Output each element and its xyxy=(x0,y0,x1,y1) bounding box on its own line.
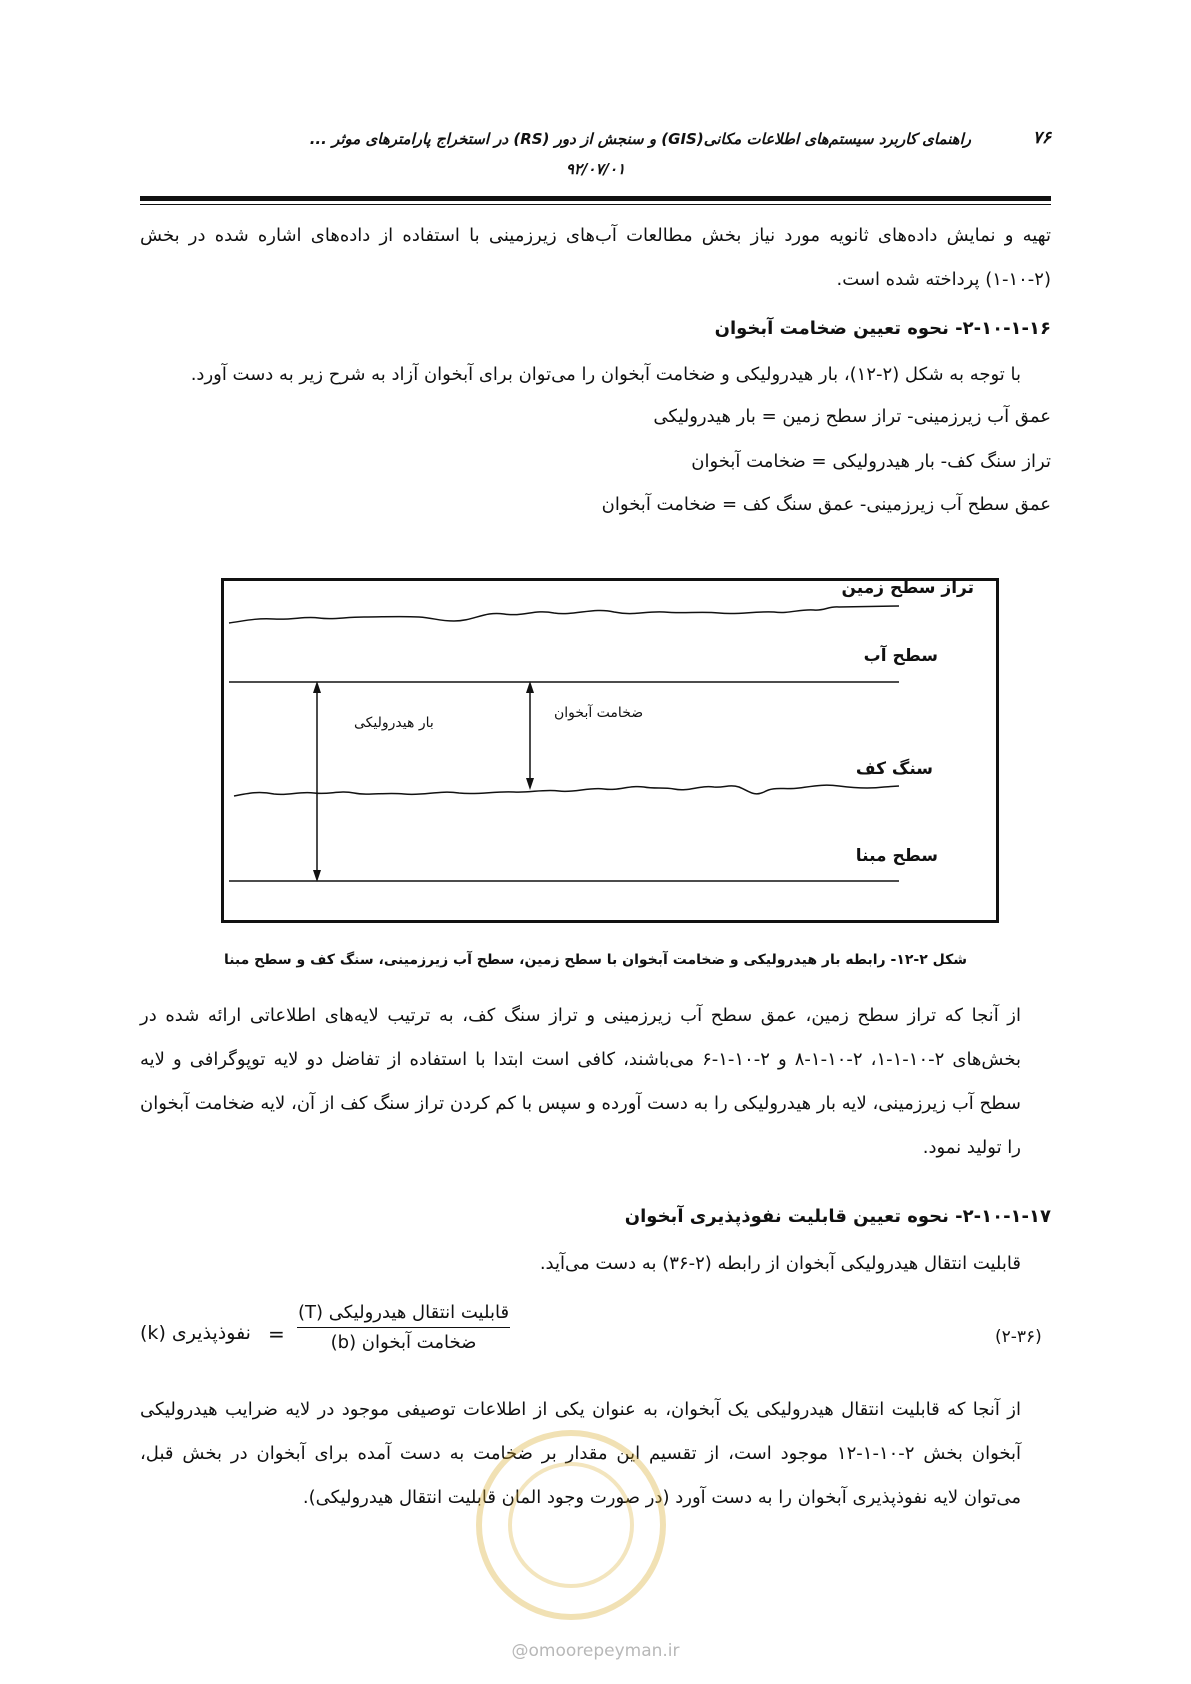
label-bedrock: سنگ کف xyxy=(855,759,933,779)
label-datum: سطح مبنا xyxy=(855,846,938,866)
label-ground-surface: تراز سطح زمین xyxy=(841,578,974,598)
section-16-heading: ۲-۱۰-۱-۱۶- نحوه تعیین ضخامت آبخوان xyxy=(714,318,1051,339)
formula-equals: = xyxy=(268,1322,285,1346)
label-water-table: سطح آب xyxy=(863,646,938,666)
watermark-seal xyxy=(476,1430,666,1620)
hydraulic-head-arrow-top xyxy=(313,681,321,693)
label-hydraulic-head: بار هیدرولیکی xyxy=(354,715,434,731)
paragraph-layers: از آنجا که تراز سطح زمین، عمق سطح آب زیرزمینی و تراز سنگ کف، به ترتیب لایه‌های اطلاعاتی ارائه شده در بخش‌های ۲-۱۰-۱-۱، ۲-۱۰-۱-۸ و ۲-۱۰-۱-۶ می‌باشند، کافی است ابتدا با استفاده از تفاضل دو لایه توپوگرافی و لایه سطح آب زیرزمینی، لایه بار هیدرولیکی را به دست آورده و سپس با کم کردن تراز سنگ کف از آن، لایه ضخامت آبخوان را تولید نمود. xyxy=(140,1005,1022,1158)
intro-paragraph: تهیه و نمایش داده‌های ثانویه مورد نیاز بخش مطالعات آب‌های زیرزمینی با استفاده از داده‌های اشاره شده در بخش (۲-۱۰-۱) پرداخته شده است. xyxy=(140,225,1051,290)
formula-denominator: ضخامت آبخوان (b) xyxy=(330,1332,477,1353)
page-number: ۷۶ xyxy=(1032,128,1051,148)
aquifer-diagram xyxy=(221,578,999,923)
section-17-lead: قابلیت انتقال هیدرولیکی آبخوان از رابطه (۲-۳۶) به دست می‌آید. xyxy=(539,1253,1021,1274)
ground-surface-line xyxy=(229,606,899,623)
formula-lhs: نفوذپذیری (k) xyxy=(140,1322,251,1344)
header-date: ۹۲/۰۷/۰۱ xyxy=(565,160,626,178)
header-rule-thick xyxy=(140,196,1051,201)
running-header-title: راهنمای کاربرد سیستم‌های اطلاعات مکانی(GIS) و سنجش از دور (RS) در استخراج پارامترهای موثر ... xyxy=(309,130,971,148)
equation-thickness-1: تراز سنگ کف- بار هیدرولیکی = ضخامت آبخوان xyxy=(691,451,1051,472)
watermark-url: @omoorepeyman.ir xyxy=(511,1641,680,1661)
equation-hydraulic-head: عمق آب زیرزمینی- تراز سطح زمین = بار هیدرولیکی xyxy=(653,406,1051,427)
formula-number: (۲-۳۶) xyxy=(995,1327,1042,1347)
aquifer-thickness-arrow-top xyxy=(526,681,534,693)
aquifer-thickness-arrow-bottom xyxy=(526,778,534,790)
header-rule-thin xyxy=(140,204,1051,205)
bedrock-line xyxy=(234,785,899,796)
section-16-lead: با توجه به شکل (۲-۱۲)، بار هیدرولیکی و ضخامت آبخوان را می‌توان برای آبخوان آزاد به شرح زیر به دست آورد. xyxy=(190,364,1021,385)
aquifer-diagram-svg xyxy=(224,581,996,920)
figure-caption: شکل ۲-۱۲- رابطه بار هیدرولیکی و ضخامت آبخوان با سطح زمین، سطح آب زیرزمینی، سنگ کف و سطح مبنا xyxy=(223,952,968,968)
paragraph-permeability: از آنجا که قابلیت انتقال هیدرولیکی یک آبخوان، به عنوان یکی از اطلاعات توصیفی موجود در لایه ضرایب هیدرولیکی آبخوان بخش ۲-۱۰-۱-۱۲ موجود است، از تقسیم این مقدار بر ضخامت به دست آمده برای آبخوان در بخش قبل، می‌توان لایه نفوذپذیری آبخوان را به دست آورد (در صورت وجود المان قابلیت انتقال هیدرولیکی). xyxy=(140,1399,1021,1508)
formula-numerator: قابلیت انتقال هیدرولیکی (T) xyxy=(297,1302,510,1323)
hydraulic-head-arrow-bottom xyxy=(313,870,321,882)
label-aquifer-thickness: ضخامت آبخوان xyxy=(554,705,644,721)
section-17-heading: ۲-۱۰-۱-۱۷- نحوه تعیین قابلیت نفوذپذیری آبخوان xyxy=(624,1206,1051,1227)
equation-thickness-2: عمق سطح آب زیرزمینی- عمق سنگ کف = ضخامت آبخوان xyxy=(601,494,1051,515)
formula-fraction xyxy=(297,1302,510,1353)
